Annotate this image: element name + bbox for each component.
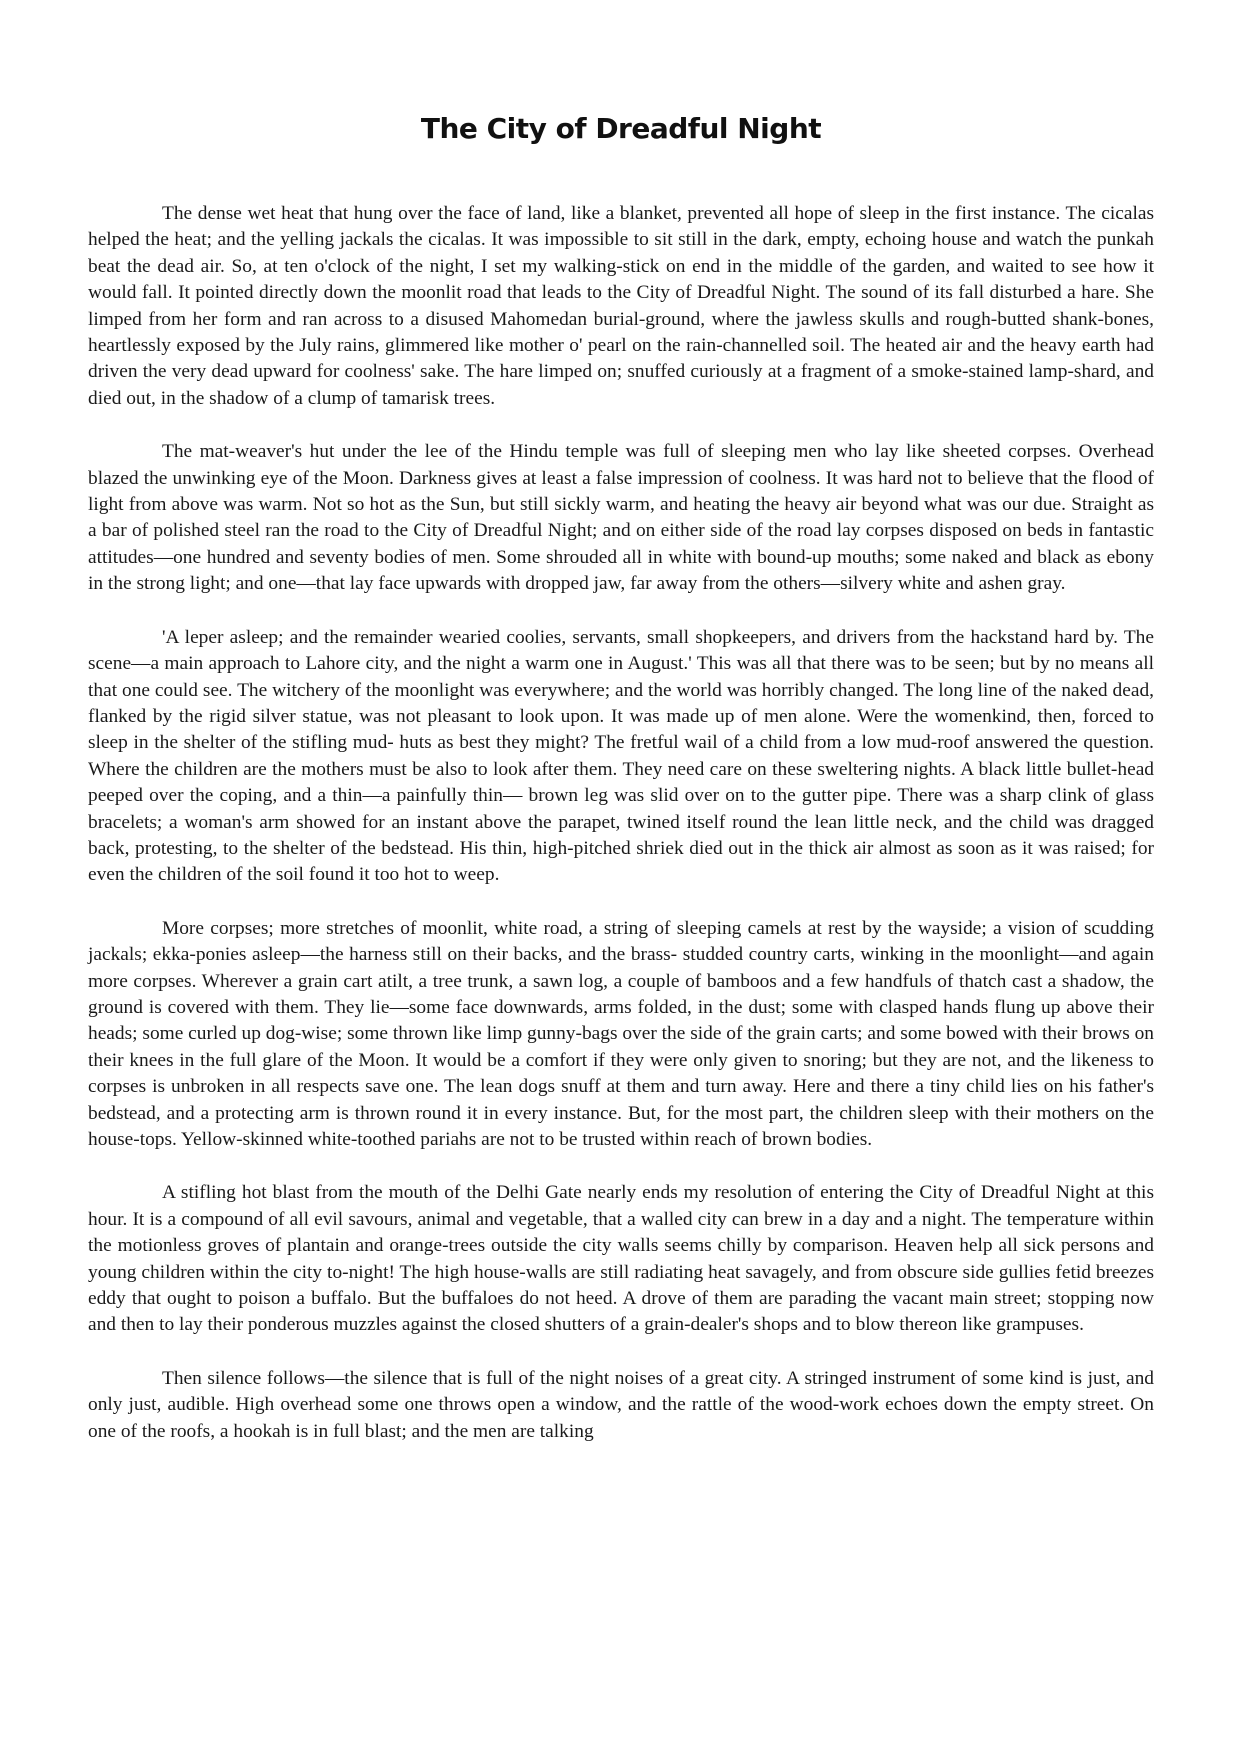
paragraph-3: 'A leper asleep; and the remainder wearied coolies, servants, small shopkeepers, and drivers from the hackstand hard by. The scene—a main approach to Lahore city, and the night a warm one in August.' This was all that there was to be seen; but by no means all that one could see. The witchery of the moonlight was everywhere; and the world was horribly changed. The long line of the naked dead, flanked by the rigid silver statue, was not pleasant to look upon. It was made up of men alone. Were the womenkind, then, forced to sleep in the shelter of the stifling mud- huts as best they might? The fretful wail of a child from a low mud-roof answered the question. Where the children are the mothers must be also to look after them. They need care on these sweltering nights. A black little bullet-head peeped over the coping, and a thin—a painfully thin— brown leg was slid over on to the gutter pipe. There was a sharp clink of glass bracelets; a woman's arm showed for an instant above the parapet, twined itself round the lean little neck, and the child was dragged back, protesting, to the shelter of the bedstead. His thin, high-pitched shriek died out in the thick air almost as soon as it was raised; for even the children of the soil found it too hot to weep. xyxy=(88,626,1154,886)
paragraph-5: A stifling hot blast from the mouth of the Delhi Gate nearly ends my resolution of entering the City of Dreadful Night at this hour. It is a compound of all evil savours, animal and vegetable, that a walled city can brew in a day and a night. The temperature within the motionless groves of plantain and orange-trees outside the city walls seems chilly by comparison. Heaven help all sick persons and young children within the city to-night! The high house-walls are still radiating heat savagely, and from obscure side gullies fetid breezes eddy that ought to poison a buffalo. But the buffaloes do not heed. A drove of them are parading the vacant main street; stopping now and then to lay their ponderous muzzles against the closed shutters of a grain-dealer's shops and to blow thereon like grampuses. xyxy=(88,1182,1154,1336)
document-title: The City of Dreadful Night xyxy=(420,112,822,145)
paragraph-2: The mat-weaver's hut under the lee of the Hindu temple was full of sleeping men who lay like sheeted corpses. Overhead blazed the unwinking eye of the Moon. Darkness gives at least a false impression of coolness. It was hard not to believe that the flood of light from above was warm. Not so hot as the Sun, but still sickly warm, and heating the heavy air beyond what was our due. Straight as a bar of polished steel ran the road to the City of Dreadful Night; and on either side of the road lay corpses disposed on beds in fantastic attitudes—one hundred and seventy bodies of men. Some shrouded all in white with bound-up mouths; some naked and black as ebony in the strong light; and one—that lay face upwards with dropped jaw, far away from the others—silvery white and ashen gray. xyxy=(88,441,1154,595)
paragraph-6: Then silence follows—the silence that is full of the night noises of a great city. A stringed instrument of some kind is just, and only just, audible. High overhead some one throws open a window, and the rattle of the wood-work echoes down the empty street. On one of the roofs, a hookah is in full blast; and the men are talking xyxy=(88,1367,1154,1442)
paragraph-1: The dense wet heat that hung over the face of land, like a blanket, prevented all hope of sleep in the first instance. The cicalas helped the heat; and the yelling jackals the cicalas. It was impossible to sit still in the dark, empty, echoing house and watch the punkah beat the dead air. So, at ten o'clock of the night, I set my walking-stick on end in the middle of the garden, and waited to see how it would fall. It pointed directly down the moonlit road that leads to the City of Dreadful Night. The sound of its fall disturbed a hare. She limped from her form and ran across to a disused Mahomedan burial-ground, where the jawless skulls and rough-butted shank-bones, heartlessly exposed by the July rains, glimmered like mother o' pearl on the rain-channelled soil. The heated air and the heavy earth had driven the very dead upward for coolness' sake. The hare limped on; snuffed curiously at a fragment of a smoke-stained lamp-shard, and died out, in the shadow of a clump of tamarisk trees. xyxy=(88,203,1154,409)
paragraph-4: More corpses; more stretches of moonlit, white road, a string of sleeping camels at rest by the wayside; a vision of scudding jackals; ekka-ponies asleep—the harness still on their backs, and the brass- studded country carts, winking in the moonlight—and again more corpses. Wherever a grain cart atilt, a tree trunk, a sawn log, a couple of bamboos and a few handfuls of thatch cast a shadow, the ground is covered with them. They lie—some face downwards, arms folded, in the dust; some with clasped hands flung up above their heads; some curled up dog-wise; some thrown like limp gunny-bags over the side of the grain carts; and some bowed with their brows on their knees in the full glare of the Moon. It would be a comfort if they were only given to snoring; but they are not, and the likeness to corpses is unbroken in all respects save one. The lean dogs snuff at them and turn away. Here and there a tiny child lies on his father's bedstead, and a protecting arm is thrown round it in every instance. But, for the most part, the children sleep with their mothers on the house-tops. Yellow-skinned white-toothed pariahs are not to be trusted within reach of brown bodies. xyxy=(88,917,1154,1150)
